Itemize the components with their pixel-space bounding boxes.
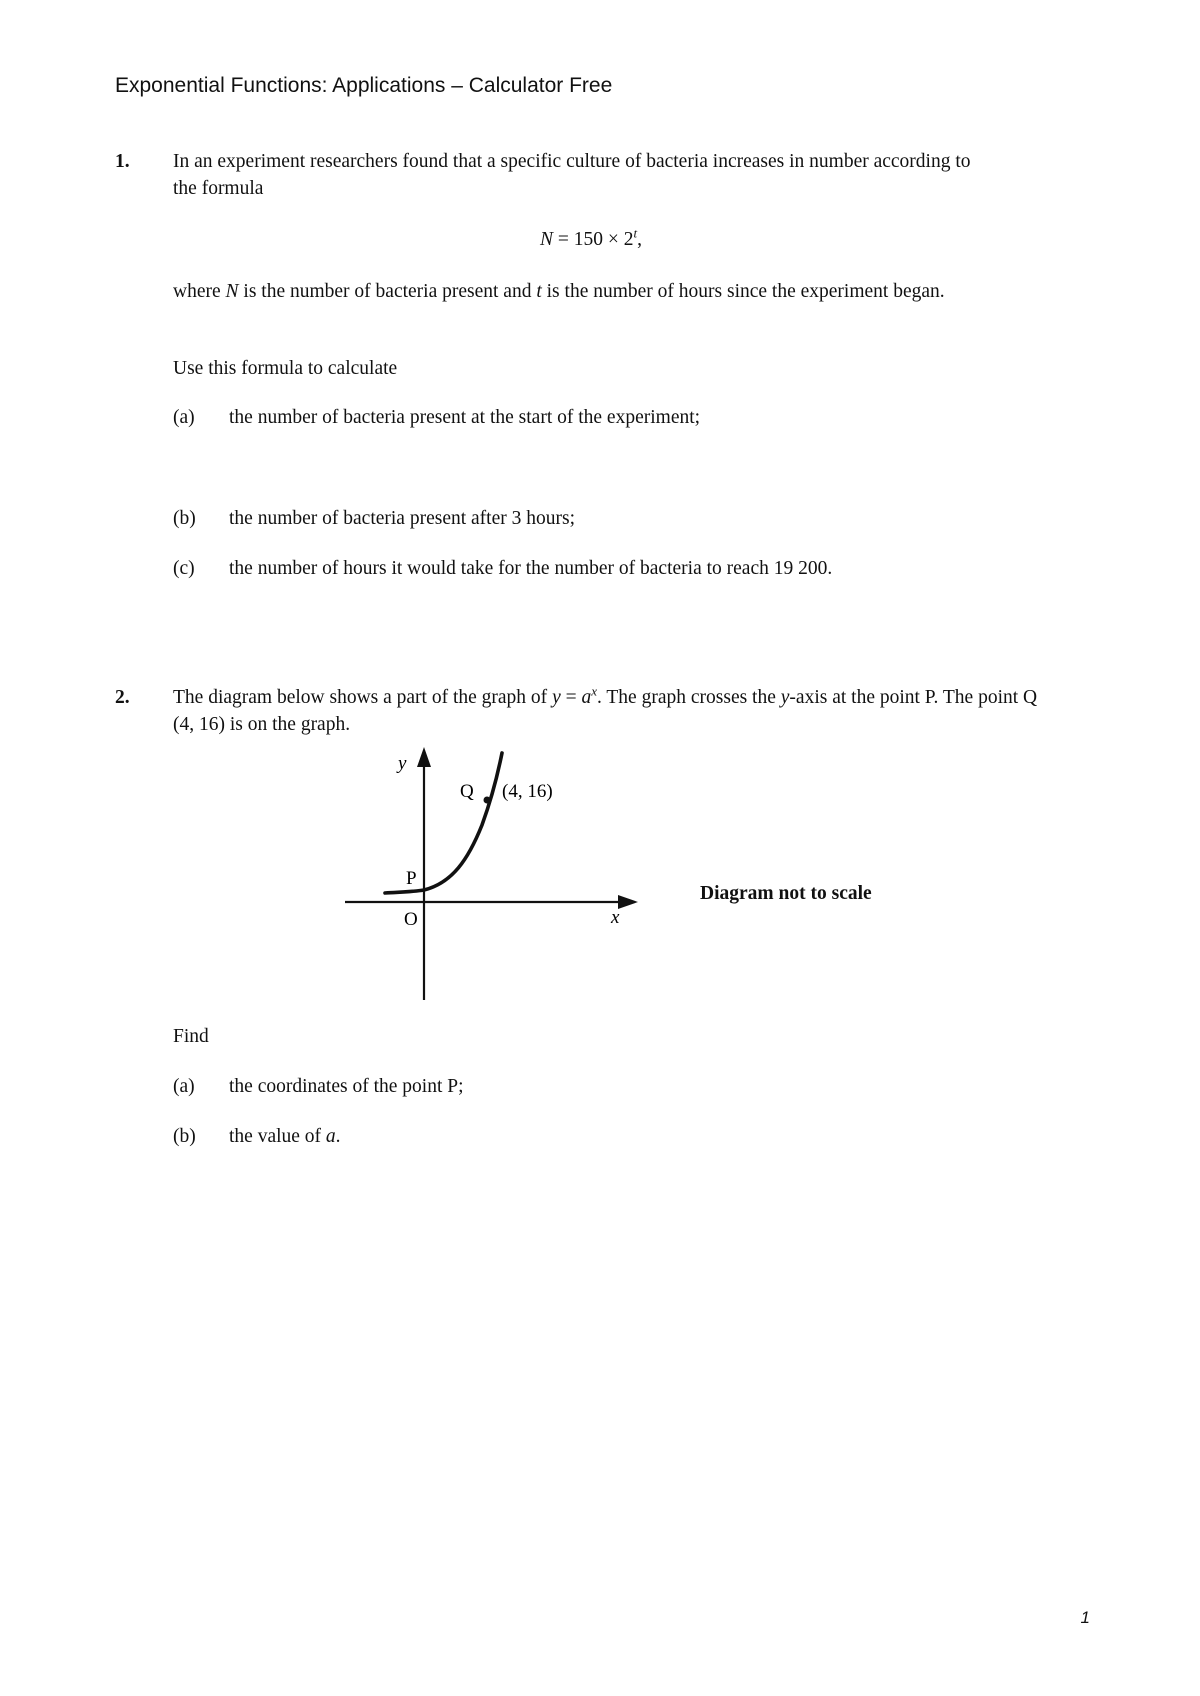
formula-exponent-t: t xyxy=(633,225,638,241)
intro-text-c: -axis at the point P. The point Q (4, 16) is on the graph. xyxy=(173,687,1038,735)
intro-exp-x: x xyxy=(591,683,597,699)
diagram-note: Diagram not to scale xyxy=(700,883,872,904)
q2-part-b-label: (b) xyxy=(173,1126,196,1147)
formula-expression: = 150 × 2 xyxy=(553,229,634,250)
page-title: Exponential Functions: Applications – Calculator Free xyxy=(115,74,613,97)
formula-comma: , xyxy=(637,229,643,250)
point-q-coordinates: (4, 16) xyxy=(502,781,553,802)
q2-part-b-text xyxy=(229,1123,341,1150)
x-axis-label: x xyxy=(611,907,620,928)
y-axis-arrow xyxy=(417,747,431,767)
q1-part-c-text: the number of hours it would take for the number of bacteria to reach 19 200. xyxy=(229,558,833,579)
q1-part-c-label: (c) xyxy=(173,558,195,579)
q2-part-b-text-a: the value of xyxy=(229,1126,326,1147)
q2-part-a-text: the coordinates of the point P; xyxy=(229,1076,464,1097)
intro-text-a: The diagram below shows a part of the graph of xyxy=(173,687,553,708)
q2-part-b-period: . xyxy=(335,1126,341,1147)
exponential-curve xyxy=(385,753,502,893)
intro-var-a: a xyxy=(581,687,592,708)
point-q-marker xyxy=(484,797,491,804)
origin-label: O xyxy=(404,909,418,930)
exponential-graph-diagram xyxy=(340,745,640,1005)
question-2-find: Find xyxy=(173,1026,209,1047)
y-axis-label: y xyxy=(398,753,407,774)
q1-part-b-label: (b) xyxy=(173,508,196,529)
intro-var-y2: y xyxy=(780,687,790,708)
q2-part-b-var-a: a xyxy=(325,1126,336,1147)
q1-part-b-text: the number of bacteria present after 3 hours; xyxy=(229,508,575,529)
question-1-use: Use this formula to calculate xyxy=(173,358,398,379)
q1-part-a-text: the number of bacteria present at the start of the experiment; xyxy=(229,407,701,428)
where-var-t: t xyxy=(536,281,542,302)
q1-part-a-label: (a) xyxy=(173,407,195,428)
intro-equals: = xyxy=(560,687,582,708)
intro-var-y: y xyxy=(552,687,561,708)
where-text-b: is the number of bacteria present and xyxy=(238,281,537,302)
question-1-where xyxy=(173,278,1003,305)
x-axis-arrow xyxy=(618,895,638,909)
intro-text-b: . The graph crosses the xyxy=(597,687,781,708)
where-var-n: N xyxy=(225,281,239,302)
question-2-number: 2. xyxy=(115,687,130,708)
page-number: 1 xyxy=(1080,1608,1090,1627)
question-1-formula xyxy=(540,226,642,253)
point-p-label: P xyxy=(406,868,417,889)
point-q-label: Q xyxy=(460,781,474,802)
where-text-c: is the number of hours since the experiment began. xyxy=(541,281,945,302)
where-text-a: where xyxy=(173,281,226,302)
formula-variable-n: N xyxy=(540,229,554,250)
question-2-intro xyxy=(173,684,1053,738)
question-1-number: 1. xyxy=(115,151,130,172)
q2-part-a-label: (a) xyxy=(173,1076,195,1097)
question-1-intro: In an experiment researchers found that a specific culture of bacteria increases in number according to the formula xyxy=(173,151,971,199)
